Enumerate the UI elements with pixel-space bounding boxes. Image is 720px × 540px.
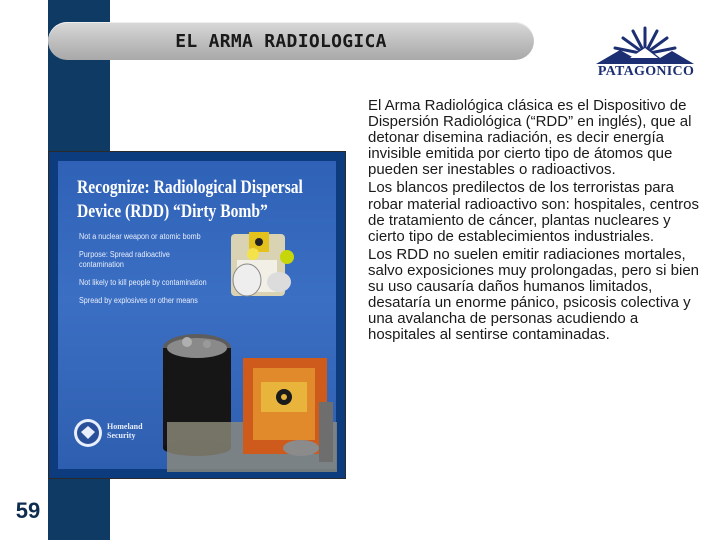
body-paragraph-2: Los blancos predilectos de los terroristas para robar material radioactivo son: hospitales, centros de tratamiento de cáncer, plantas nucleares y cierto tipo de establecimientos industriales. — [368, 179, 699, 245]
image-bullet-2: Purpose: Spread radioactive contamination — [79, 250, 170, 269]
image-heading — [77, 176, 303, 224]
image-bullet-3: Not likely to kill people by contamination — [79, 278, 207, 287]
slide-title: EL ARMA RADIOLOGICA — [175, 30, 387, 52]
image-heading-line2: Device (RDD) “Dirty Bomb” — [77, 201, 268, 222]
title-banner — [48, 22, 534, 60]
slide-number: 59 — [15, 498, 41, 523]
homeland-security-text: Homeland Security — [107, 422, 143, 440]
left-white-strip — [0, 0, 48, 540]
body-paragraph-3: Los RDD no suelen emitir radiaciones mortales, salvo exposiciones muy prolongadas, pero si bien su uso causaría daños humanos limitados, desataría un enorme pánico, psicosis colectiva y una avalancha de personas acudiendo a hospitales al sentirse contaminadas. — [368, 245, 700, 344]
image-heading-line1: Recognize: Radiological Dispersal — [77, 177, 303, 198]
image-bullet-4: Spread by explosives or other means — [79, 296, 198, 305]
logo-small-text: GRUPO — [635, 58, 657, 64]
homeland-security-seal-icon — [73, 418, 103, 448]
image-bullet-1: Not a nuclear weapon or atomic bomb — [79, 232, 201, 241]
body-paragraph-1: El Arma Radiológica clásica es el Dispositivo de Dispersión Radiológica (“RDD” en inglés), que al detonar disemina radiación, es decir energía invisible emitida por cierto tipo de átomos que pueden ser inestables o radioactivos. — [368, 97, 692, 179]
image-bullet-list — [79, 232, 229, 314]
logo-name: PATAGONICO — [597, 64, 695, 79]
body-text — [368, 98, 702, 345]
rdd-photo — [48, 151, 346, 479]
